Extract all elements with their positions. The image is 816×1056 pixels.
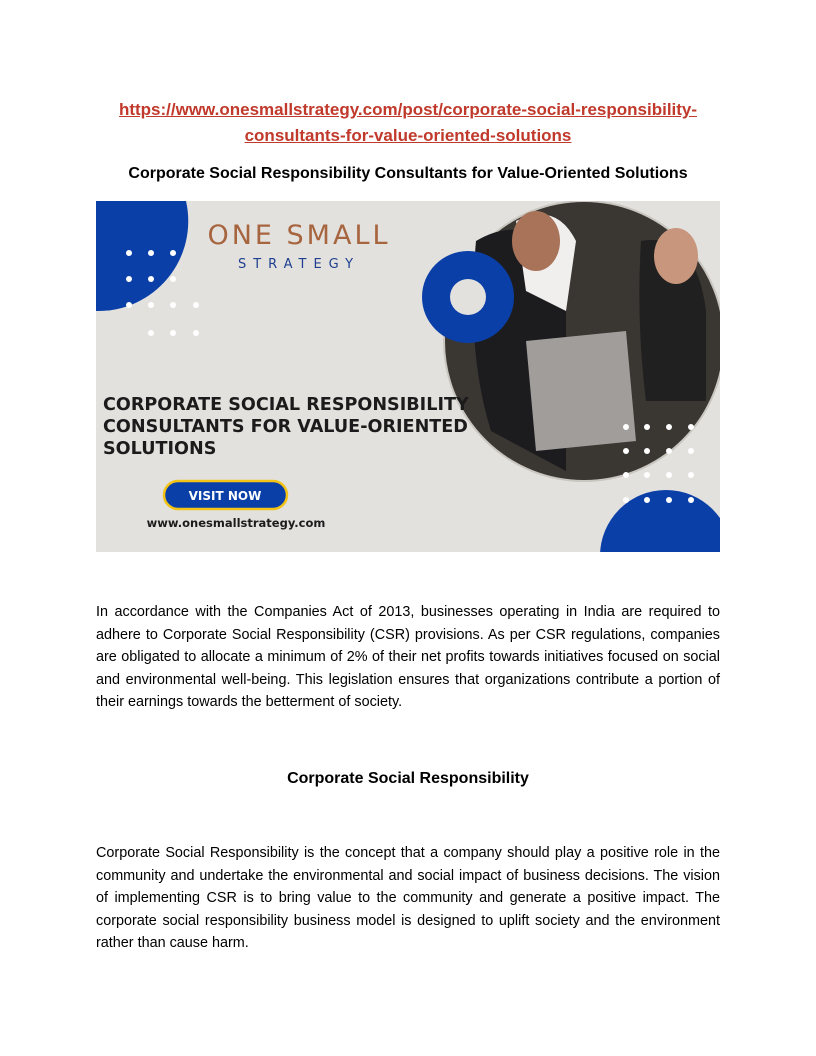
paragraph-csr-act: In accordance with the Companies Act of 2013, businesses operating in India are required to adhere to Corporate Social Responsibility (CSR) provisions. As per CSR regulations, companies are obligated to allocate a minimum of 2% of their net profits towards initiatives focused on social and environmental well-being. This legislation ensures that organizations contribute a portion of their earnings towards the betterment of society. bbox=[96, 604, 720, 711]
page-title: Corporate Social Responsibility Consultants for Value-Oriented Solutions bbox=[128, 165, 688, 182]
headline-line-1: CORPORATE SOCIAL RESPONSIBILITY bbox=[103, 395, 469, 415]
visit-now-button[interactable] bbox=[164, 481, 287, 509]
section-heading: Corporate Social Responsibility bbox=[287, 770, 529, 787]
headline-line-2: CONSULTANTS FOR VALUE-ORIENTED bbox=[103, 417, 468, 437]
banner-graphic bbox=[96, 201, 720, 552]
visit-now-label: VISIT NOW bbox=[188, 489, 262, 503]
paragraph-csr-concept: Corporate Social Responsibility is the concept that a company should play a positive role in the community and undertake the environmental and social impact of business decisions. The vision of implementing CSR is to bring value to the community and generate a positive impact. The corporate social responsibility business model is designed to uplift society and the environment rather than cause harm. bbox=[96, 845, 720, 952]
headline-line-3: SOLUTIONS bbox=[103, 439, 217, 459]
banner-image bbox=[96, 201, 720, 552]
banner-website-text: www.onesmallstrategy.com bbox=[146, 516, 326, 530]
source-url-line-2[interactable]: consultants-for-value-oriented-solutions bbox=[244, 126, 572, 145]
brand-name-text: ONE SMALL bbox=[207, 220, 391, 251]
brand-tagline-text: STRATEGY bbox=[237, 257, 361, 272]
source-url-link[interactable] bbox=[96, 97, 720, 149]
source-url-line-1[interactable]: https://www.onesmallstrategy.com/post/corporate-social-responsibility- bbox=[118, 100, 698, 119]
